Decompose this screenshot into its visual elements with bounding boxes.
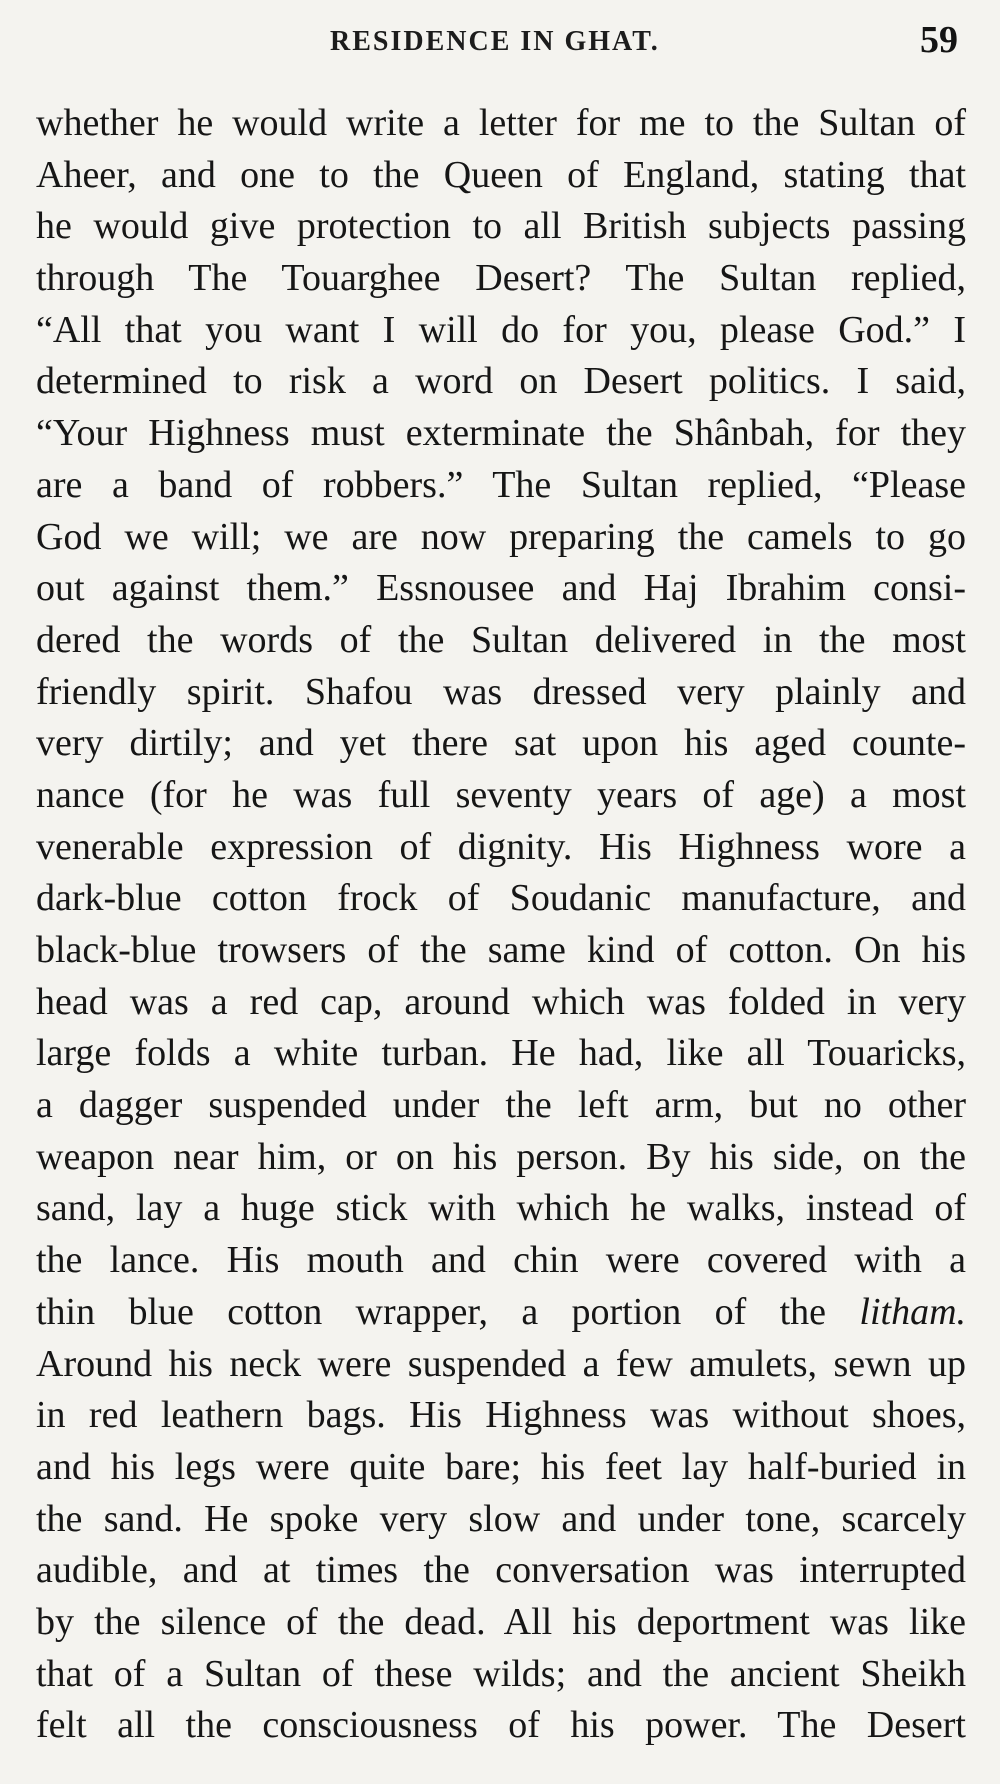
page-number: 59 bbox=[920, 19, 958, 61]
text-line-6: determined to risk a word on Desert politics. I said, bbox=[36, 360, 966, 403]
italic-word-litham: litham. bbox=[859, 1290, 967, 1333]
text-line-22: sand, lay a huge stick with which he walks, instead of bbox=[36, 1187, 966, 1230]
text-line-3: he would give protection to all British subjects passing bbox=[36, 205, 966, 248]
text-line-29: audible, and at times the conversation was interrupted bbox=[36, 1549, 966, 1592]
text-line-32: felt all the consciousness of his power. The Desert bbox=[36, 1704, 966, 1747]
body-text bbox=[36, 98, 966, 1752]
text-line-9: God we will; we are now preparing the camels to go bbox=[36, 515, 966, 558]
text-line-13: very dirtily; and yet there sat upon his aged counte- bbox=[36, 722, 966, 765]
text-line-14: nance (for he was full seventy years of age) a most bbox=[36, 773, 966, 816]
text-line-11: dered the words of the Sultan delivered in the most bbox=[36, 618, 966, 661]
text-line-17: black-blue trowsers of the same kind of cotton. On his bbox=[36, 929, 966, 971]
running-head bbox=[0, 0, 1000, 80]
text-line-26: in red leathern bags. His Highness was without shoes, bbox=[36, 1394, 966, 1437]
text-line-27: and his legs were quite bare; his feet lay half-buried in bbox=[36, 1445, 966, 1488]
text-line-2: Aheer, and one to the Queen of England, stating that bbox=[36, 153, 966, 196]
text-line-19: large folds a white turban. He had, like all Touaricks, bbox=[36, 1032, 966, 1075]
text-line-24-roman: thin blue cotton wrapper, a portion of the bbox=[36, 1290, 827, 1333]
text-line-31: that of a Sultan of these wilds; and the ancient Sheikh bbox=[36, 1652, 966, 1695]
running-title: RESIDENCE IN GHAT. bbox=[330, 26, 660, 57]
text-line-25: Around his neck were suspended a few amulets, sewn up bbox=[36, 1342, 966, 1385]
text-line-1: whether he would write a letter for me to the Sultan of bbox=[36, 102, 966, 144]
text-line-12: friendly spirit. Shafou was dressed very plainly and bbox=[36, 670, 966, 713]
text-line-28: the sand. He spoke very slow and under tone, scarcely bbox=[36, 1497, 966, 1540]
text-line-23: the lance. His mouth and chin were covered with a bbox=[36, 1239, 966, 1282]
text-line-16: dark-blue cotton frock of Soudanic manufacture, and bbox=[36, 877, 966, 920]
text-line-4: through The Touarghee Desert? The Sultan replied, bbox=[36, 257, 966, 300]
text-line-7: “Your Highness must exterminate the Shânbah, for they bbox=[36, 412, 966, 455]
text-line-18: head was a red cap, around which was folded in very bbox=[36, 980, 966, 1023]
text-line-5: “All that you want I will do for you, please God.” I bbox=[36, 308, 966, 351]
text-line-30: by the silence of the dead. All his deportment was like bbox=[36, 1600, 966, 1643]
text-line-20: a dagger suspended under the left arm, but no other bbox=[36, 1084, 966, 1127]
text-line-8: are a band of robbers.” The Sultan replied, “Please bbox=[36, 463, 966, 506]
text-line-21: weapon near him, or on his person. By his side, on the bbox=[36, 1135, 966, 1178]
text-line-10: out against them.” Essnousee and Haj Ibrahim consi- bbox=[36, 567, 966, 610]
text-line-15: venerable expression of dignity. His Highness wore a bbox=[36, 825, 966, 868]
text-line-24 bbox=[36, 1287, 966, 1339]
